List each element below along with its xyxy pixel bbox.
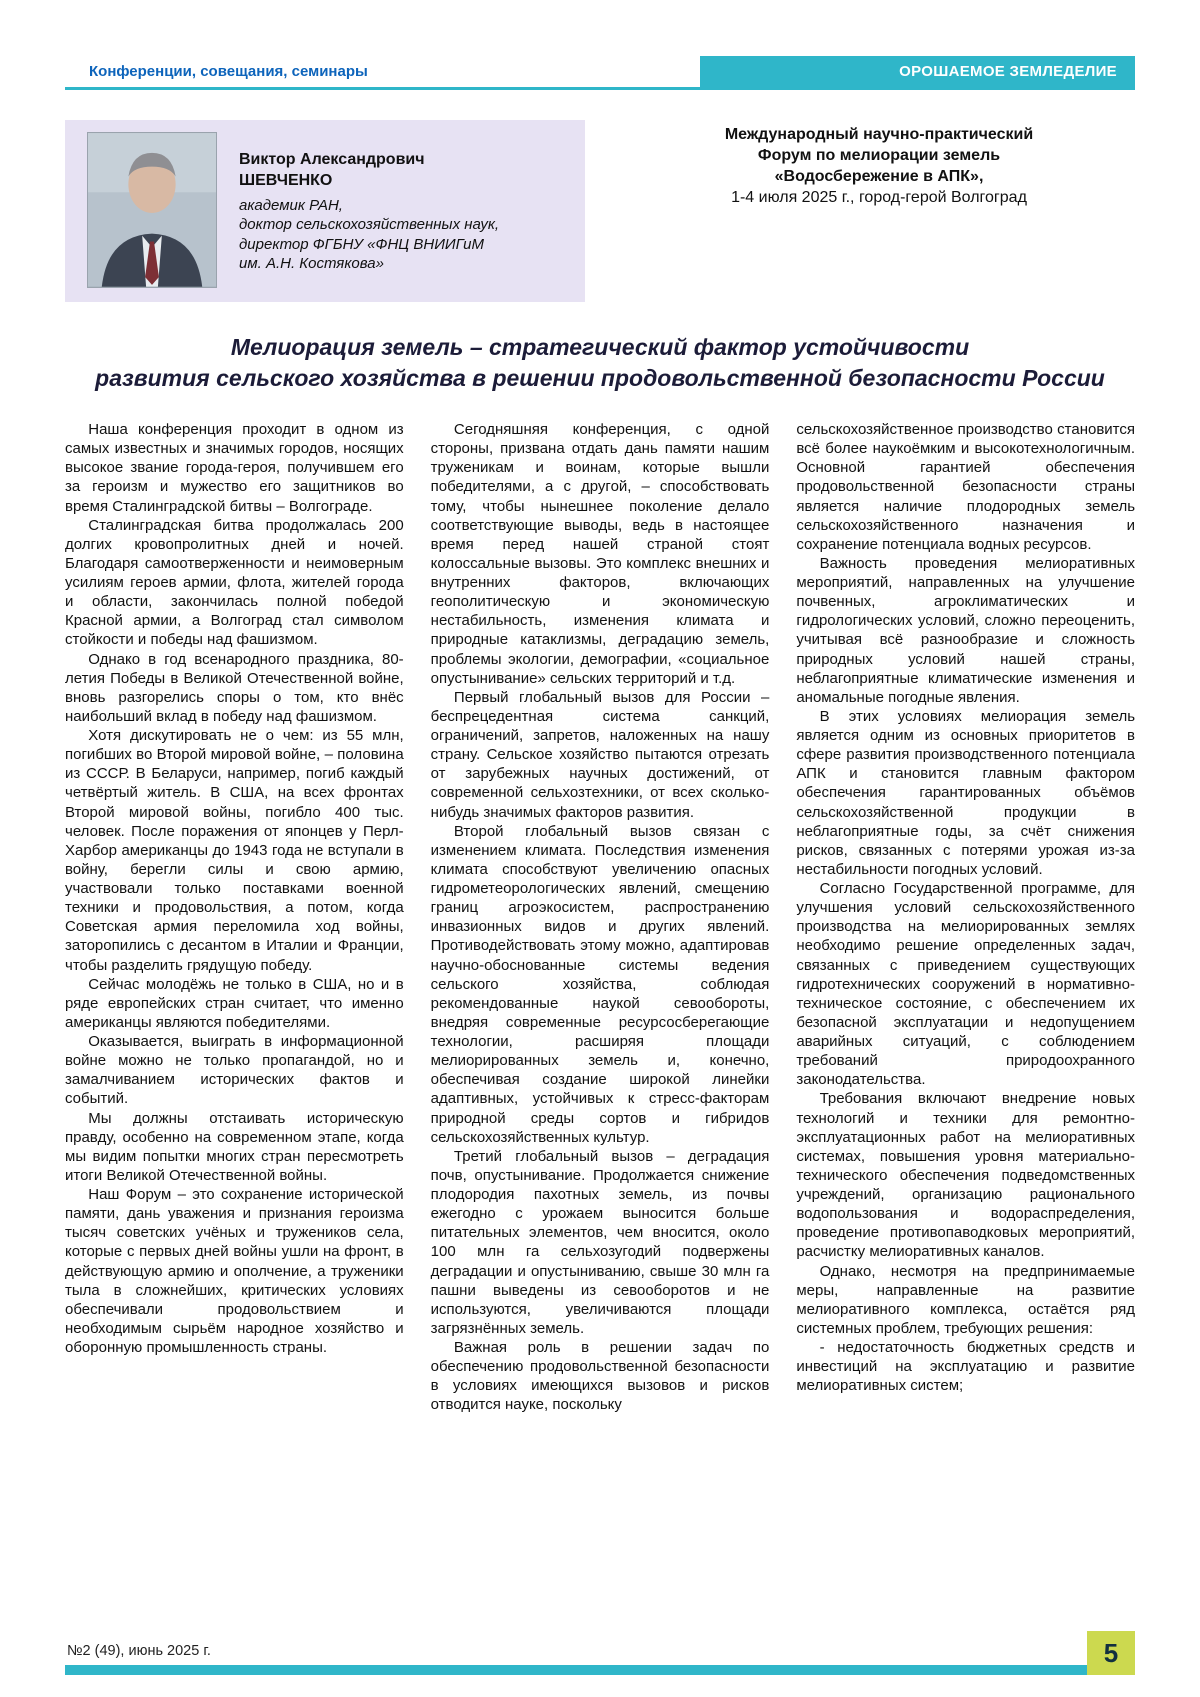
author-portrait-photo bbox=[87, 132, 217, 288]
paragraph: Важность проведения мелиоративных мероприятий, направленных на улучшение почвенных, агроклиматических и гидрологических условий, сложно переоценить, учитывая всё разнообразие и сложность природных условий нашей страны, неблагоприятные климатические изменения и аномальные погодные явления. bbox=[796, 554, 1136, 706]
event-line: Международный научно-практический bbox=[724, 126, 1034, 143]
paragraph: Второй глобальный вызов связан с изменением климата. Последствия изменения климата способствуют увеличению опасных гидрометеорологических явлений, смещению границ агроэкосистем, распространению инвазионных видов и других явлений. Противодействовать этому можно, адаптировав научно-обоснованные системы ведения сельского хозяйства, соблюдая рекомендованные наукой севообороты, внедряя современные ресурсосберегающие технологии, расширяя площади мелиорированных земель и, конечно, обеспечивая создание широкой линейки адаптивных, устойчивых к стресс-факторам природной среды сортов и гибридов сельскохозяйственных культур. bbox=[430, 822, 770, 1146]
paragraph: В этих условиях мелиорация земель является одним из основных приоритетов в сфере развития производственного потенциала АПК и становится главным фактором обеспечения гарантированных объёмов сельскохозяйственной продукции в неблагоприятные годы, за счёт снижения рисков, связанных с потерями урожая из-за нестабильности погодных условий. bbox=[796, 707, 1136, 878]
paragraph: сельскохозяйственное производство становится всё более наукоёмким и высокотехнологичным. Основной гарантией обеспечения продовольственной безопасности страны является наличие плодородных земель сельскохозяйственного назначения и сохранение потенциала водных ресурсов. bbox=[796, 421, 1136, 553]
article-title bbox=[65, 332, 1135, 394]
author-title-line: им. А.Н. Костякова» bbox=[239, 255, 384, 273]
author-profile-box bbox=[65, 120, 585, 302]
author-title-line: академик РАН, bbox=[239, 196, 343, 214]
page-footer bbox=[65, 1623, 1135, 1675]
portrait-silhouette bbox=[88, 133, 216, 287]
paragraph: Оказывается, выиграть в информационной войне можно не только пропагандой, но и замалчиванием исторических фактов и событий. bbox=[65, 1033, 404, 1108]
paragraph: Однако в год всенародного праздника, 80-летия Победы в Великой Отечественной войне, вновь разгорелись споры о том, кто внёс наибольший вклад в победу над фашизмом. bbox=[65, 650, 404, 725]
event-line: «Водосбережение в АПК», bbox=[774, 168, 984, 186]
footer-accent-bar bbox=[65, 1665, 1135, 1675]
paragraph: Наш Форум – это сохранение исторической памяти, дань уважения и признания героизма тысяч советских учёных и тружеников села, которые с первых дней войны ушли на фронт, в действующую армию и ополчение, а труженики тыла в сложнейших, критических условиях обеспечивали продовольствием и необходимым сырьём народное хозяйство и оборонную промышленность страны. bbox=[65, 1186, 404, 1357]
paragraph: Наша конференция проходит в одном из самых известных и значимых городов, носящих высокое звание города-героя, получившем его за героизм и мужество его защитников во время Сталинградской битвы – Волгограде. bbox=[65, 421, 404, 515]
event-date-line: 1-4 июля 2025 г., город-герой Волгоград bbox=[731, 189, 1027, 207]
paragraph: Первый глобальный вызов для России – беспрецедентная система санкций, ограничений, запретов, наложенных на нашу страну. Сельское хозяйство пытаются отрезать от зарубежных научных достижений, от современной сельхозтехники, от всех сколько-нибудь значимых факторов развития. bbox=[430, 688, 770, 821]
article-body bbox=[65, 420, 1135, 1415]
paragraph: Сталинградская битва продолжалась 200 долгих кровопролитных дней и ночей. Благодаря самоотверженности и неимоверным усилиям героев армии, флота, жителей города и области, закончилась полной победой Красной армии, а Волгоград стал символом стойкости и победы над фашизмом. bbox=[65, 516, 404, 649]
author-last-name: ШЕВЧЕНКО bbox=[239, 171, 333, 189]
rubric-journal-label: ОРОШАЕМОЕ ЗЕМЛЕДЕЛИЕ bbox=[700, 56, 1135, 90]
paragraph: Сейчас молодёжь не только в США, но и в ряде европейских стран считает, что именно американцы являются победителями. bbox=[65, 975, 404, 1031]
paragraph: Третий глобальный вызов – деградация почв, опустынивание. Продолжается снижение плодородия пахотных земель, из почвы ежегодно с урожаем выносится больше питательных элементов, чем вносится, около 100 млн га сельхозугодий подвержены деградации и опустыниванию, свыше 30 млн га пашни выведены из севооборотов и не используются, увеличиваются площади загрязнённых земель. bbox=[430, 1147, 770, 1337]
paragraph: - недостаточность бюджетных средств и инвестиций на эксплуатацию и развитие мелиоративных систем; bbox=[796, 1339, 1136, 1395]
event-line: Форум по мелиорации земель bbox=[757, 147, 1001, 165]
rubric-section-label: Конференции, совещания, семинары bbox=[65, 63, 700, 90]
paragraph: Сегодняшняя конференция, с одной стороны, призвана отдать дань памяти нашим труженикам и воинам, которые вышли победителями, а с другой, – способствовать тому, чтобы нынешнее поколение делало соответствующие выводы, ведь в настоящее время перед нашей страной стоят колоссальные вызовы. Это комплекс внешних и внутренних факторов, включающих геополитическую и экономическую нестабильность, изменения климата и природные катаклизмы, деградацию земель, проблемы экологии, демографии, «социальное опустынивание» сельских территорий и т.д. bbox=[430, 421, 770, 687]
column-1 bbox=[65, 420, 404, 1415]
event-announcement bbox=[585, 120, 1135, 208]
paragraph: Согласно Государственной программе, для улучшения условий сельскохозяйственного производства на мелиорированных землях необходимо решение определенных задач, связанных с приведением существующих гидротехнических сооружений в нормативно-техническое состояние, с обеспечением их безопасной эксплуатации и недопущением аварийных ситуаций, с соблюдением требований природоохранного законодательства. bbox=[796, 880, 1136, 1089]
author-title-line: доктор сельскохозяйственных наук, bbox=[239, 216, 500, 234]
author-titles bbox=[239, 196, 499, 274]
paragraph: Важная роль в решении задач по обеспечению продовольственной безопасности в условиях имеющихся вызовов и рисков отводится науке, поскольку bbox=[430, 1339, 770, 1414]
info-row bbox=[65, 120, 1135, 302]
paragraph: Хотя дискутировать не о чем: из 55 млн, погибших во Второй мировой войне, – половина из СССР. В Беларуси, например, погиб каждый четвёртый житель. В США, на всех фронтах Второй мировой войны, погибло 400 тыс. человек. После поражения от японцев у Перл-Харбор американцы до 1943 года не вступали в войну, берегли силы и свою армию, участвовали только поставками военной техники и продовольствия, а потом, когда Советская армия переломила ход войны, заторопились с десантом в Италии и Франции, чтобы разделить грядущую победу. bbox=[65, 727, 404, 974]
author-title-line: директор ФГБНУ «ФНЦ ВНИИГиМ bbox=[239, 235, 484, 253]
paragraph: Мы должны отстаивать историческую правду, особенно на современном этапе, когда мы видим попытки многих стран пересмотреть итоги Великой Отечественной войны. bbox=[65, 1109, 404, 1184]
column-2 bbox=[431, 420, 770, 1415]
column-3 bbox=[796, 420, 1135, 1415]
author-first-name: Виктор Александрович bbox=[239, 151, 425, 168]
paragraph: Однако, несмотря на предпринимаемые меры, направленные на развитие мелиоративного комплекса, остаётся ряд системных проблем, требующих решения: bbox=[796, 1262, 1136, 1337]
paragraph: Требования включают внедрение новых технологий и техники для ремонтно-эксплуатационных работ на мелиоративных системах, повышения уровня материально-технического обеспечения подведомственных учреждений, организацию рационального водопользования и водораспределения, проведение противопаводковых мероприятий, расчистку мелиоративных каналов. bbox=[796, 1090, 1136, 1261]
page-number-badge: 5 bbox=[1087, 1631, 1135, 1675]
author-info bbox=[239, 132, 499, 288]
article-title-line: Мелиорация земель – стратегический фактор устойчивости bbox=[230, 334, 970, 360]
rubric-header bbox=[65, 56, 1135, 90]
issue-label: №2 (49), июнь 2025 г. bbox=[67, 1643, 211, 1659]
article-title-line: развития сельского хозяйства в решении продовольственной безопасности России bbox=[95, 365, 1105, 392]
